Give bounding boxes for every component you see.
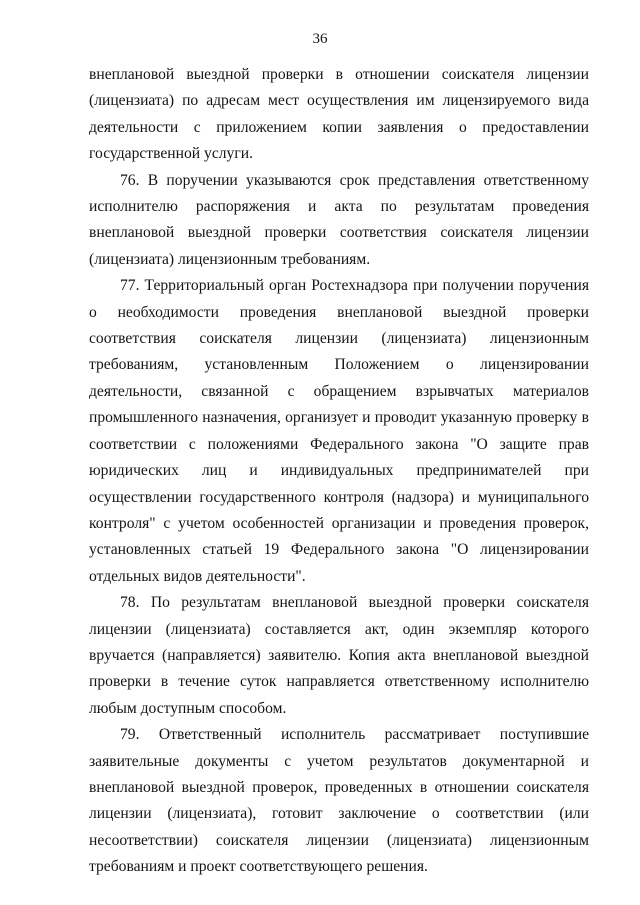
paragraph-79: 79. Ответственный исполнитель рассматривает поступившие заявительные документы с учетом результатов документарной и внеплановой выездной проверок, проведенных в отношении соискателя лицензии (лицензиата), готовит заключение о соответствии (или несоответствии) соискателя лицензии (лицензиата) лицензионным требованиям и проект соответствующего решения. (89, 726, 589, 876)
paragraph-78: 78. По результатам внеплановой выездной проверки соискателя лицензии (лицензиата) составляется акт, один экземпляр которого вручается (направляется) заявителю. Копия акта внеплановой выездной проверки в течение суток направляется ответственному исполнителю любым доступным способом. (89, 594, 589, 717)
page-number: 36 (312, 31, 328, 47)
paragraph-77: 77. Территориальный орган Ростехнадзора при получении поручения о необходимости проведения внеплановой выездной проверки соответствия соискателя лицензии (лицензиата) лицензионным требованиям, установленным Положением о лицензировании деятельности, связанной с обращением взрывчатых материалов промышленного назначения, организует и проводит указанную проверку в соответствии с положениями Федерального закона "О защите прав юридических лиц и индивидуальных предпринимателей при осуществлении государственного контроля (надзора) и муниципального контроля" с учетом особенностей организации и проведения проверок, установленных статьей 19 Федерального закона "О лицензировании отдельных видов деятельности". (89, 277, 589, 585)
paragraph-continuation: внеплановой выездной проверки в отношении соискателя лицензии (лицензиата) по адресам мест осуществления им лицензируемого вида деятельности с приложением копии заявления о предоставлении государственной услуги. (89, 66, 589, 163)
paragraph-76: 76. В поручении указываются срок представления ответственному исполнителю распоряжения и акта по результатам проведения внеплановой выездной проверки соответствия соискателя лицензии (лицензиата) лицензионным требованиям. (89, 171, 589, 268)
document-body (89, 62, 589, 881)
